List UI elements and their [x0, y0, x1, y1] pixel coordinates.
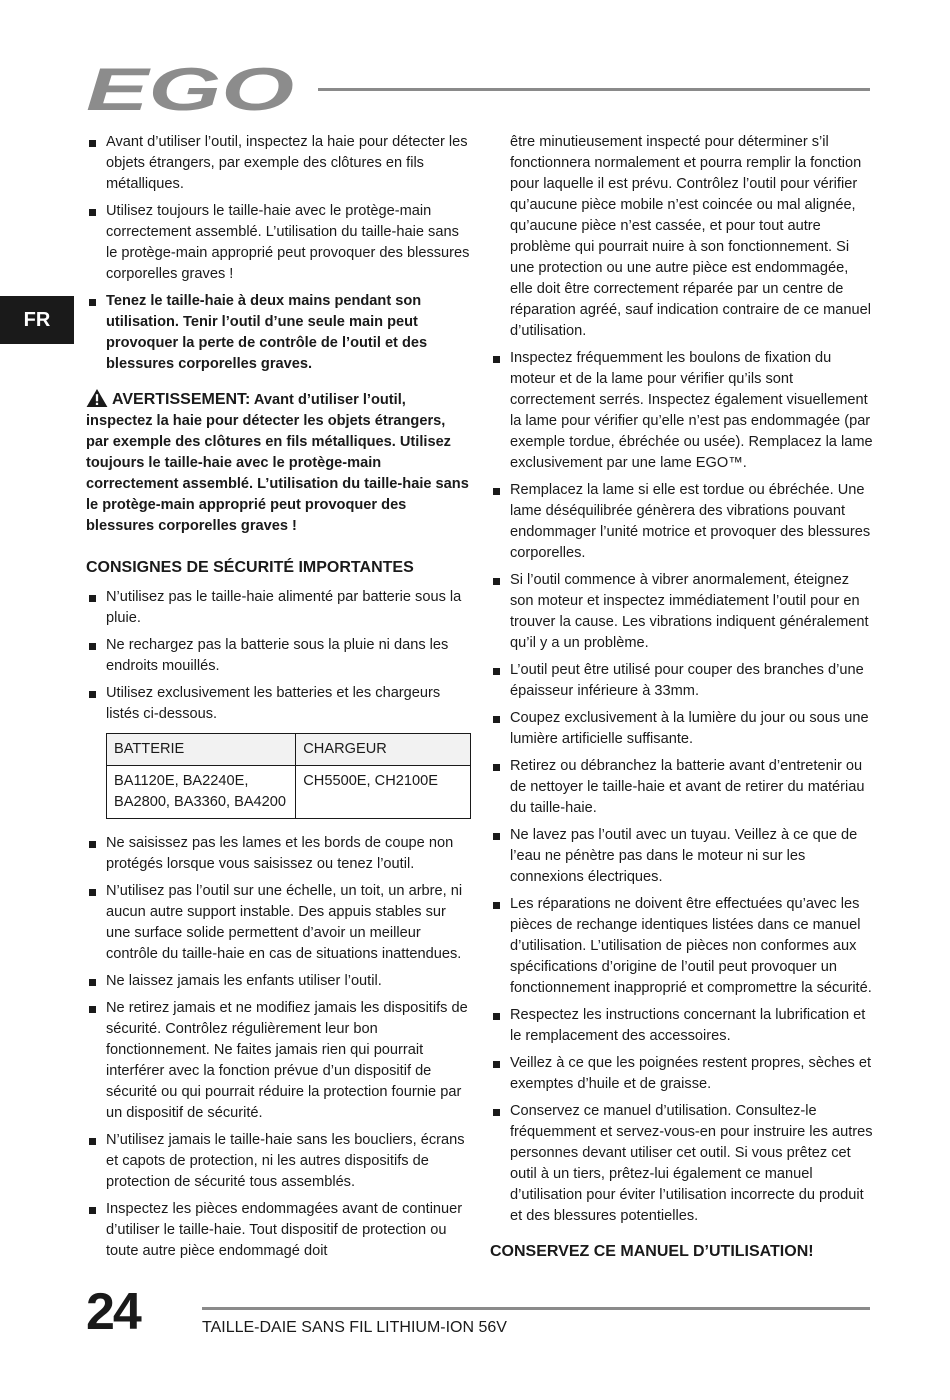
- list-item: Tenez le taille-haie à deux mains pendant son utilisation. Tenir l’outil d’une seule main peut provoquer la perte de contrôle de l’outil et des blessures corporelles graves.: [86, 291, 472, 375]
- language-tab: FR: [0, 296, 74, 344]
- footer-title: TAILLE-DAIE SANS FIL LITHIUM-ION 56V: [202, 1319, 507, 1336]
- warning-text: Avant d’utiliser l’outil, inspectez la haie pour détecter les objets étrangers, par exemple des clôtures en fils métalliques. Utilisez toujours le taille-haie avec le protège-main correctement assemblé. L’utilisation du taille-haie sans le protège-main approprié peut provoquer des blessures corporelles graves !: [86, 392, 469, 534]
- left-column: [86, 132, 472, 1268]
- list-item: Ne lavez pas l’outil avec un tuyau. Veillez à ce que de l’eau ne pénètre pas dans le moteur ni sur les connexions électriques.: [490, 825, 875, 888]
- closing-statement: CONSERVEZ CE MANUEL D’UTILISATION!: [490, 1243, 814, 1260]
- warning-block: [86, 389, 472, 537]
- bullet-list-c: [86, 833, 472, 1262]
- list-item: Veillez à ce que les poignées restent propres, sèches et exemptes d’huile et de graisse.: [490, 1053, 875, 1095]
- table-cell-batteries: BA1120E, BA2240E, BA2800, BA3360, BA4200: [107, 766, 296, 819]
- warning-triangle-icon: [86, 389, 108, 407]
- battery-charger-table: [106, 733, 471, 819]
- list-item: Ne laissez jamais les enfants utiliser l’outil.: [86, 971, 472, 992]
- list-item: N’utilisez pas l’outil sur une échelle, un toit, un arbre, ni aucun autre support instable. Des appuis stables sur une surface solide permettent d’avoir un meilleur contrôle du taille-haie en cas de situations inattendues.: [86, 881, 472, 965]
- table-cell-chargers: CH5500E, CH2100E: [296, 766, 471, 819]
- continued-paragraph: être minutieusement inspecté pour déterminer s’il fonctionnera normalement et pourra remplir la fonction pour laquelle il est prévu. Contrôlez l’outil pour vérifier qu’aucune pièce mobile n’est coincée ou mal alignée, qu’aucune pièce n’est cassée, et pour tout autre problème qui pourrait nuire à son fonctionnement. Si une protection ou une autre pièce est endommagée, elle doit être correctement réparée par un centre de réparation agréé, sauf indication contraire de ce manuel d’utilisation.: [510, 134, 872, 339]
- list-item: Inspectez les pièces endommagées avant de continuer d’utiliser le taille-haie. Tout dispositif de protection ou toute autre pièce endommagé doit: [86, 1199, 472, 1262]
- table-header-row: [107, 734, 471, 766]
- ego-logo-text: EGO: [86, 64, 294, 114]
- table-header-battery: BATTERIE: [107, 734, 296, 766]
- table-header-charger: CHARGEUR: [296, 734, 471, 766]
- list-item: Utilisez toujours le taille-haie avec le protège-main correctement assemblé. L’utilisation du taille-haie sans le protège-main approprié peut provoquer des blessures corporelles graves !: [86, 201, 472, 285]
- list-item: Remplacez la lame si elle est tordue ou ébréchée. Une lame déséquilibrée génèrera des vibrations pouvant endommager l’unité motrice et provoquer des blessures corporelles.: [490, 480, 875, 564]
- list-item: Retirez ou débranchez la batterie avant d’entretenir ou de nettoyer le taille-haie et avant de retirer du matériau du taille-haie.: [490, 756, 875, 819]
- bullet-list-b: [86, 587, 472, 725]
- table-row: [107, 766, 471, 819]
- list-item: Ne rechargez pas la batterie sous la pluie ni dans les endroits mouillés.: [86, 635, 472, 677]
- list-item: Ne saisissez pas les lames et les bords de coupe non protégés lorsque vous saisissez ou tenez l’outil.: [86, 833, 472, 875]
- section-title: CONSIGNES DE SÉCURITÉ IMPORTANTES: [86, 559, 414, 576]
- list-item: N’utilisez pas le taille-haie alimenté par batterie sous la pluie.: [86, 587, 472, 629]
- list-item: Si l’outil commence à vibrer anormalement, éteignez son moteur et inspectez immédiatement l’outil pour en trouver la cause. Les vibrations indiquent généralement qu’il y a un problème.: [490, 570, 875, 654]
- list-item: Utilisez exclusivement les batteries et les chargeurs listés ci-dessous.: [86, 683, 472, 725]
- ego-logo: [86, 64, 298, 114]
- list-item: L’outil peut être utilisé pour couper des branches d’une épaisseur inférieure à 33mm.: [490, 660, 875, 702]
- footer-rule: [202, 1307, 870, 1310]
- list-item: Avant d’utiliser l’outil, inspectez la haie pour détecter les objets étrangers, par exemple des clôtures en fils métalliques.: [86, 132, 472, 195]
- list-item: N’utilisez jamais le taille-haie sans les boucliers, écrans et capots de protection, ni les autres dispositifs de protection de sécurité tous assemblés.: [86, 1130, 472, 1193]
- list-item: Ne retirez jamais et ne modifiez jamais les dispositifs de sécurité. Contrôlez régulièrement leur bon fonctionnement. Ne faites jamais rien qui pourrait interférer avec la fonction prévue d’un dispositif de sécurité ou qui pourrait réduire la protection fournie par un dispositif de sécurité.: [86, 998, 472, 1124]
- list-item: Coupez exclusivement à la lumière du jour ou sous une lumière artificielle suffisante.: [490, 708, 875, 750]
- bullet-list-right: [490, 348, 875, 1227]
- page-number: 24: [86, 1283, 140, 1341]
- bullet-list-a: [86, 132, 472, 375]
- list-item: Conservez ce manuel d’utilisation. Consultez-le fréquemment et servez-vous-en pour instruire les autres personnes devant utiliser cet outil. Si vous prêtez cet outil à un tiers, prêtez-lui également ce manuel d’utilisation pour éviter l’utilisation incorrecte du produit et des blessures potentielles.: [490, 1101, 875, 1227]
- right-column: [490, 132, 875, 1262]
- header-rule: [318, 88, 870, 91]
- list-item: Respectez les instructions concernant la lubrification et le remplacement des accessoires.: [490, 1005, 875, 1047]
- list-item: Inspectez fréquemment les boulons de fixation du moteur et de la lame pour vérifier qu’ils sont correctement serrés. Inspectez également visuellement la lame pour vérifier qu’elle n’est pas endommagée (par exemple tordue, ébréchée ou usée). Remplacez la lame exclusivement par une lame EGO™.: [490, 348, 875, 474]
- warning-heading: AVERTISSEMENT:: [112, 391, 251, 408]
- list-item: Les réparations ne doivent être effectuées qu’avec les pièces de rechange identiques listées dans ce manuel d’utilisation. L’utilisation de pièces non conformes aux spécifications d’origine de l’outil peut provoquer un fonctionnement inapproprié et compromettre la sécurité.: [490, 894, 875, 999]
